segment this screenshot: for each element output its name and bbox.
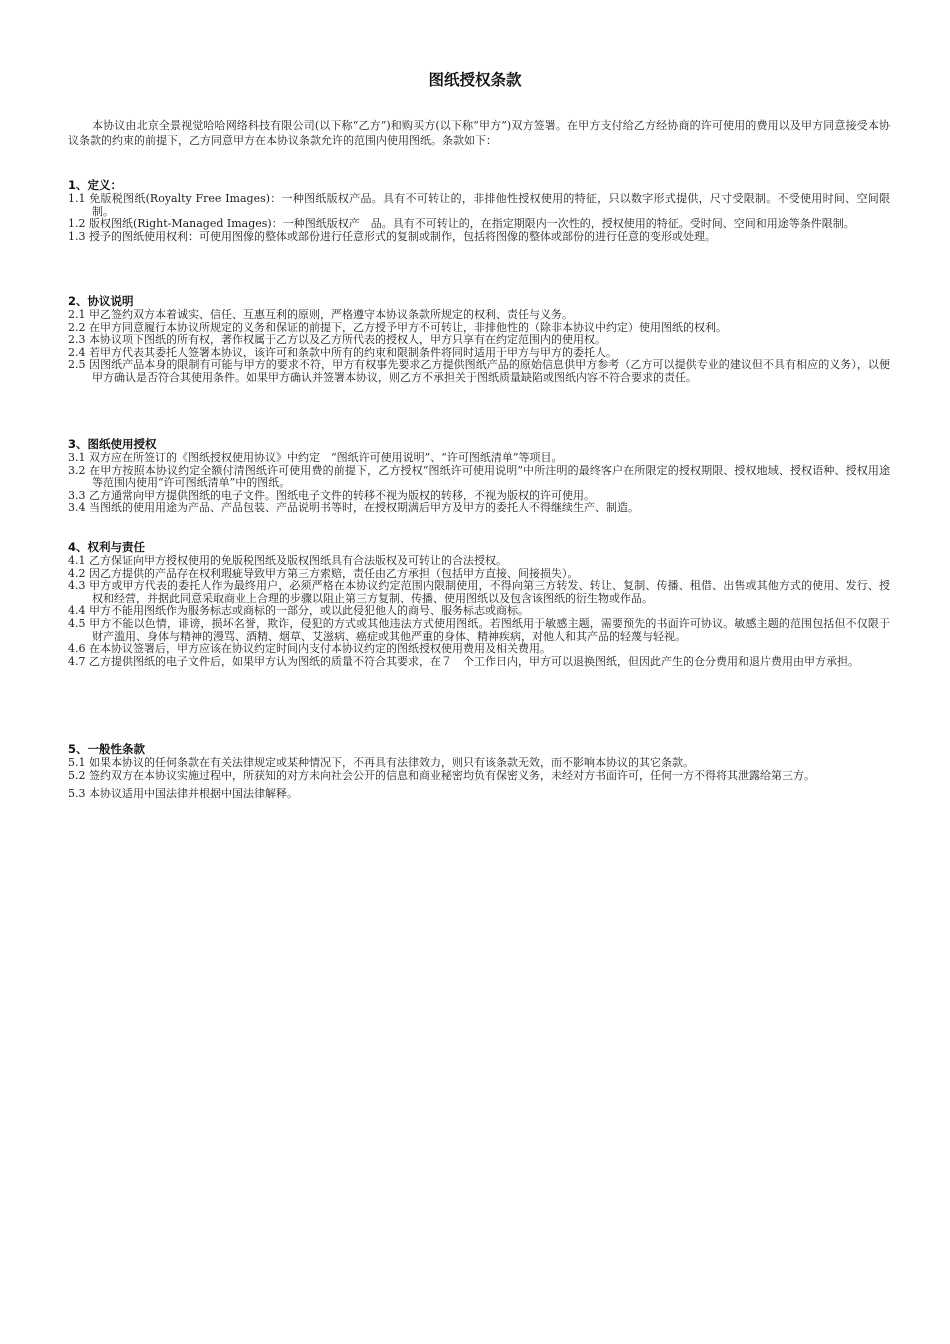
clause-4-3: 4.3 甲方或甲方代表的委托人作为最终用户，必须严格在本协议约定范围内限制使用，不得向第三方转发、转让、复制、传播、租借、出售或其他方式的使用、发行、授权和经营，并据此同意采取商业上合理的步骤以阻止第三方复制、传播、使用图纸以及包含该图纸的衍生物或作品。 (68, 579, 890, 605)
section-rights-and-responsibilities (68, 540, 890, 668)
clause-4-4: 4.4 甲方不能用图纸作为服务标志或商标的一部分，或以此侵犯他人的商号、服务标志或商标。 (68, 604, 529, 618)
section-general-terms (68, 742, 890, 801)
clause-2-2: 2.2 在甲方同意履行本协议所规定的义务和保证的前提下，乙方授予甲方不可转让，非排他性的（除非本协议中约定）使用图纸的权利。 (68, 320, 727, 334)
section-definitions (68, 178, 890, 243)
section-heading: 4、权利与责任 (68, 540, 146, 554)
clause-4-2: 4.2 因乙方提供的产品存在权利瑕疵导致甲方第三方索赔，责任由乙方承担（包括甲方直接、间接损失）。 (68, 566, 579, 580)
clause-3-1: 3.1 双方应在所签订的《图纸授权使用协议》中约定 “图纸许可使用说明”、“许可图纸清单”等项目。 (68, 451, 563, 464)
section-usage-authorization (68, 437, 890, 515)
clause-4-7: 4.7 乙方提供图纸的电子文件后，如果甲方认为图纸的质量不符合其要求，在７ 个工作日内，甲方可以退换图纸，但因此产生的仓分费用和退片费用由甲方承担。 (68, 654, 859, 668)
section-heading: 1、定义： (68, 178, 123, 192)
section-heading: 3、图纸使用授权 (68, 437, 157, 451)
clause-2-4: 2.4 若甲方代表其委托人签署本协议，该许可和条款中所有的约束和限制条件将同时适用于甲方与甲方的委托人。 (68, 345, 617, 359)
clause-1-2: 1.2 版权图纸(Right-Managed Images)：一种图纸版权产 品。具有不可转让的，在指定期限内一次性的，授权使用的特征。受时间、空间和用途等条件限制。 (68, 217, 855, 231)
clause-5-1: 5.1 如果本协议的任何条款在有关法律规定或某种情况下，不再具有法律效力，则只有该条款无效，而不影响本协议的其它条款。 (68, 756, 694, 769)
clause-4-1: 4.1 乙方保证向甲方授权使用的免版税图纸及版权图纸具有合法版权及可转让的合法授权。 (68, 554, 507, 567)
section-heading: 2、协议说明 (68, 294, 134, 308)
clause-3-2: 3.2 在甲方按照本协议约定全额付清图纸许可使用费的前提下，乙方授权“图纸许可使用说明”中所注明的最终客户在所限定的授权期限、授权地域、授权语种、授权用途等范围内使用“许可图纸清单”中的图纸。 (68, 463, 890, 490)
clause-2-3: 2.3 本协议项下图纸的所有权，著作权属于乙方以及乙方所代表的授权人，甲方只享有在约定范围内的使用权。 (68, 333, 606, 347)
clause-1-3: 1.3 授予的图纸使用权利：可使用图像的整体或部份进行任意形式的复制或制作，包括将图像的整体或部份的进行任意的变形或处理。 (68, 229, 716, 243)
clause-2-5: 2.5 因图纸产品本身的限制有可能与甲方的要求不符，甲方有权事先要求乙方提供图纸产品的原始信息供甲方参考（乙方可以提供专业的建议但不具有相应的义务），以便甲方确认是否符合其使用条件。如果甲方确认并签署本协议，则乙方不承担关于图纸质量缺陷或图纸内容不符合要求的责任。 (68, 358, 890, 384)
document-title: 图纸授权条款 (428, 71, 522, 89)
clause-5-2: 5.2 签约双方在本协议实施过程中，所获知的对方未向社会公开的信息和商业秘密均负有保密义务，未经对方书面许可，任何一方不得将其泄露给第三方。 (68, 768, 815, 782)
clause-3-3: 3.3 乙方通常向甲方提供图纸的电子文件。图纸电子文件的转移不视为版权的转移，不视为版权的许可使用。 (68, 488, 595, 502)
clause-3-4: 3.4 当图纸的使用用途为产品、产品包装、产品说明书等时，在授权期满后甲方及甲方的委托人不得继续生产、制造。 (68, 501, 639, 515)
clause-5-3: 5.3 本协议适用中国法律并根据中国法律解释。 (68, 787, 298, 801)
clause-1-1: 1.1 免版税图纸(Royalty Free Images)：一种图纸版权产品。具有不可转让的，非排他性授权使用的特征，只以数字形式提供，尺寸受限制。不受使用时间、空间限制。 (68, 192, 890, 218)
clause-2-1: 2.1 甲乙签约双方本着诚实、信任、互惠互利的原则，严格遵守本协议条款所规定的权利、责任与义务。 (68, 308, 573, 321)
section-agreement-description (68, 294, 890, 385)
intro-paragraph: 本协议由北京全景视觉哈哈网络科技有限公司(以下称“乙方”)和购买方(以下称“甲方”)双方签署。在甲方支付给乙方经协商的许可使用的费用以及甲方同意接受本协议条款的约束的前提下，乙方同意甲方在本协议条款允许的范围内使用图纸。条款如下： (68, 119, 890, 147)
section-heading: 5、一般性条款 (68, 742, 146, 756)
clause-4-5: 4.5 甲方不能以色情，诽谤，损坏名誉，欺诈，侵犯的方式或其他违法方式使用图纸。若图纸用于敏感主题，需要预先的书面许可协议。敏感主题的范围包括但不仅限于财产滥用、身体与精神的漫骂、酒精、烟草、艾滋病、癌症或其他严重的身体、精神疾病，对他人和其产品的轻蔑与轻视。 (68, 616, 890, 643)
clause-4-6: 4.6 在本协议签署后，甲方应该在协议约定时间内支付本协议约定的图纸授权使用费用及相关费用。 (68, 642, 551, 656)
